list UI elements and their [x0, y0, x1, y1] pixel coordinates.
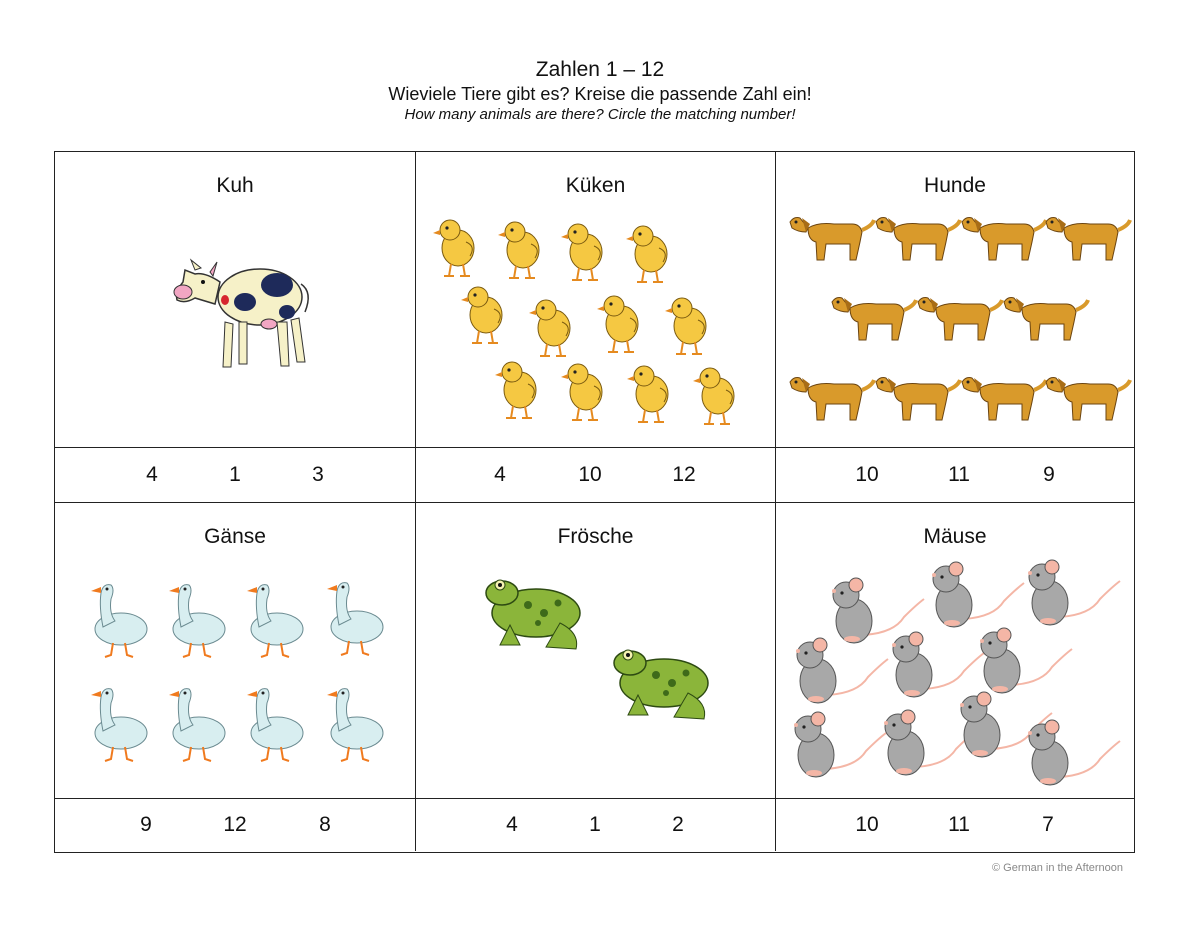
dog-icon [1046, 218, 1130, 261]
cell-maeuse [776, 503, 1134, 799]
chick-icon [693, 368, 734, 424]
dog-icon [1004, 298, 1088, 341]
animal-label: Küken [565, 174, 626, 197]
animal-label: Mäuse [923, 525, 987, 548]
answer-option[interactable]: 9 [1043, 463, 1055, 486]
geese-illustration [55, 503, 415, 798]
chick-icon [529, 300, 570, 356]
answer-option[interactable]: 12 [223, 813, 247, 836]
mouse-icon [832, 578, 924, 643]
chick-icon [597, 296, 638, 352]
answer-option[interactable]: 3 [312, 463, 324, 486]
answer-option[interactable]: 11 [948, 813, 970, 836]
goose-icon [169, 585, 225, 657]
animal-label: Kuh [216, 174, 254, 197]
answer-option[interactable]: 11 [948, 463, 970, 486]
dog-icon [876, 378, 960, 421]
dog-icon [876, 218, 960, 261]
dogs-illustration [776, 152, 1133, 447]
answer-option[interactable]: 9 [140, 813, 152, 836]
cell-froesche [416, 503, 776, 799]
frog-icon [486, 580, 580, 649]
mouse-icon [884, 710, 976, 775]
answer-row-gaense [55, 799, 416, 851]
cell-gaense [55, 503, 416, 799]
answer-option[interactable]: 7 [1042, 813, 1054, 836]
cell-kueken [416, 152, 776, 448]
chick-icon [495, 362, 536, 418]
answer-option[interactable]: 8 [319, 813, 331, 836]
answer-option[interactable]: 4 [506, 813, 518, 836]
answer-option[interactable]: 2 [672, 813, 684, 836]
animal-label: Frösche [557, 525, 634, 548]
chick-icon [433, 220, 474, 276]
goose-icon [91, 585, 147, 657]
answer-option[interactable]: 1 [589, 813, 601, 836]
animal-label: Gänse [204, 525, 266, 548]
goose-icon [327, 583, 383, 655]
cell-hunde [776, 152, 1134, 448]
dog-icon [790, 218, 874, 261]
goose-icon [247, 585, 303, 657]
answer-option[interactable]: 1 [229, 463, 241, 486]
chick-icon [665, 298, 706, 354]
frogs-illustration [416, 503, 774, 798]
frog-icon [614, 650, 708, 719]
dog-icon [1046, 378, 1130, 421]
mice-illustration [776, 503, 1133, 798]
instruction-english: How many animals are there? Circle the matching number! [404, 106, 796, 123]
copyright-footer: © German in the Afternoon [991, 862, 1123, 874]
cow-icon [174, 260, 308, 367]
mouse-icon [1028, 720, 1120, 785]
chick-icon [626, 226, 667, 282]
answer-row-kuh [55, 448, 416, 503]
answer-row-hunde [776, 448, 1134, 503]
counting-grid [54, 151, 1135, 853]
goose-icon [247, 689, 303, 761]
answer-option[interactable]: 10 [578, 463, 602, 486]
mouse-icon [932, 562, 1024, 627]
answer-row-kueken [416, 448, 776, 503]
answer-row-maeuse [776, 799, 1134, 851]
worksheet-header [0, 56, 1200, 124]
dog-icon [790, 378, 874, 421]
chick-icon [461, 287, 502, 343]
chick-icon [498, 222, 539, 278]
mouse-icon [892, 632, 984, 697]
mouse-icon [794, 712, 886, 777]
answer-option[interactable]: 10 [855, 463, 879, 486]
dog-icon [832, 298, 916, 341]
answer-option[interactable]: 10 [855, 813, 879, 836]
goose-icon [91, 689, 147, 761]
page-title: Zahlen 1 – 12 [535, 58, 665, 81]
mouse-icon [980, 628, 1072, 693]
goose-icon [169, 689, 225, 761]
chick-icon [561, 364, 602, 420]
chick-icon [561, 224, 602, 280]
goose-icon [327, 689, 383, 761]
answer-option[interactable]: 12 [672, 463, 696, 486]
mouse-icon [796, 638, 888, 703]
cow-illustration [55, 152, 415, 447]
answer-option[interactable]: 4 [494, 463, 506, 486]
instruction-german: Wieviele Tiere gibt es? Kreise die passende Zahl ein! [388, 84, 812, 104]
dog-icon [918, 298, 1002, 341]
dog-icon [962, 378, 1046, 421]
chicks-illustration [416, 152, 774, 447]
cell-kuh [55, 152, 416, 448]
animal-label: Hunde [924, 174, 986, 197]
chick-icon [627, 366, 668, 422]
answer-option[interactable]: 4 [146, 463, 158, 486]
answer-row-froesche [416, 799, 776, 851]
mouse-icon [1028, 560, 1120, 625]
dog-icon [962, 218, 1046, 261]
